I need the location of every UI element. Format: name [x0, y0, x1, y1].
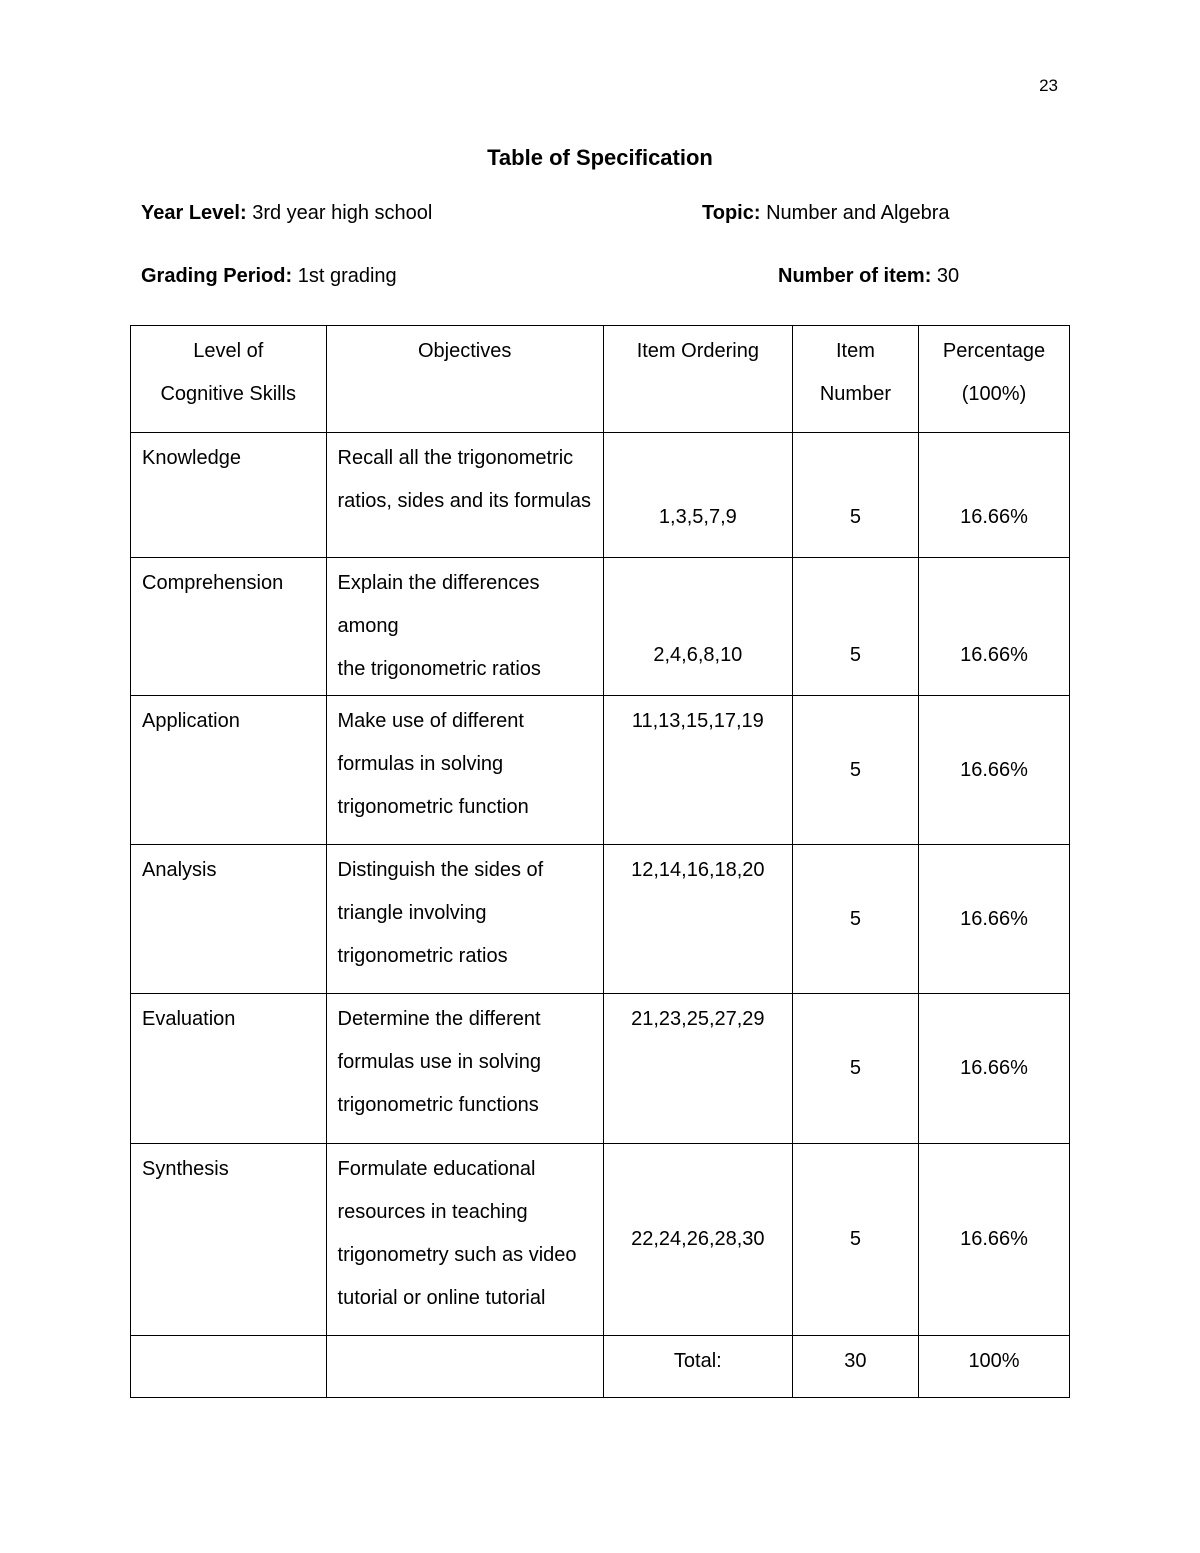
table-row [131, 845, 1070, 994]
header-level-line2: Cognitive Skills [160, 383, 297, 405]
objective-line: formulas in solving [337, 753, 504, 775]
objective-line: resources in teaching [337, 1201, 528, 1223]
ordering-cell: 12,14,16,18,20 [603, 845, 792, 994]
number-cell: 5 [792, 994, 918, 1144]
objective-line: trigonometric functions [337, 1094, 539, 1116]
objective-line: ratios, sides and its formulas [337, 490, 591, 512]
specification-table [130, 325, 1070, 1398]
header-objectives: Objectives [326, 326, 603, 433]
total-number: 30 [792, 1336, 918, 1398]
table-row [131, 994, 1070, 1144]
page-title: Table of Specification [487, 145, 713, 170]
objective-line: Explain the differences among [337, 572, 540, 637]
number-cell: 5 [792, 696, 918, 845]
percentage-cell: 16.66% [919, 696, 1070, 845]
total-label: Total: [603, 1336, 792, 1398]
table-row [131, 433, 1070, 558]
objective-line: formulas use in solving [337, 1051, 541, 1073]
header-percentage-line1: Percentage [942, 340, 1046, 362]
level-cell: Application [131, 696, 327, 845]
level-cell: Evaluation [131, 994, 327, 1144]
empty-cell [326, 1336, 603, 1398]
number-of-item-line: Number of item: 30 [778, 265, 960, 287]
objective-cell [326, 696, 603, 845]
level-cell: Knowledge [131, 433, 327, 558]
objective-cell [326, 433, 603, 558]
percentage-cell: 16.66% [919, 994, 1070, 1144]
table-row [131, 696, 1070, 845]
topic-value: Number and Algebra [766, 202, 950, 224]
level-cell: Analysis [131, 845, 327, 994]
objective-cell [326, 558, 603, 696]
number-cell: 5 [792, 433, 918, 558]
grading-period-line: Grading Period: 1st grading [141, 265, 397, 287]
number-of-item-value: 30 [936, 265, 960, 287]
header-item-number-line2: Number [819, 383, 891, 405]
objective-line: Formulate educational [337, 1158, 536, 1180]
header-item-number [792, 326, 918, 433]
ordering-cell: 11,13,15,17,19 [603, 696, 792, 845]
number-cell: 5 [792, 1144, 918, 1336]
topic-line: Topic: Number and Algebra [702, 202, 950, 224]
objective-line: Distinguish the sides of [337, 859, 544, 881]
objective-line: trigonometry such as video [337, 1244, 577, 1266]
header-level-line1: Level of [193, 340, 264, 362]
ordering-cell: 2,4,6,8,10 [603, 558, 792, 696]
objective-cell [326, 1144, 603, 1336]
objective-line: Determine the different [337, 1008, 541, 1030]
objective-line: trigonometric ratios [337, 945, 508, 967]
year-level-line: Year Level: 3rd year high school [141, 202, 433, 224]
page-number: 23 [1039, 76, 1058, 95]
percentage-cell: 16.66% [919, 845, 1070, 994]
table-row [131, 1144, 1070, 1336]
percentage-cell: 16.66% [919, 558, 1070, 696]
objective-line: triangle involving [337, 902, 487, 924]
topic-label: Topic [702, 202, 754, 224]
ordering-cell: 22,24,26,28,30 [603, 1144, 792, 1336]
header-percentage-line2: (100%) [961, 383, 1027, 405]
header-item-ordering: Item Ordering [603, 326, 792, 433]
header-level [131, 326, 327, 433]
number-cell: 5 [792, 558, 918, 696]
number-of-item-label: Number of item [778, 265, 925, 287]
total-percentage: 100% [919, 1336, 1070, 1398]
header-item-number-line1: Item [835, 340, 875, 362]
number-cell: 5 [792, 845, 918, 994]
ordering-cell: 21,23,25,27,29 [603, 994, 792, 1144]
grading-period-label: Grading Period [141, 265, 286, 287]
year-level-value: 3rd year high school [252, 202, 433, 224]
objective-line: tutorial or online tutorial [337, 1287, 546, 1309]
objective-line: Make use of different [337, 710, 524, 732]
header-percentage [919, 326, 1070, 433]
objective-line: trigonometric function [337, 796, 529, 818]
table-row [131, 558, 1070, 696]
percentage-cell: 16.66% [919, 1144, 1070, 1336]
table-header-row [131, 326, 1070, 433]
objective-line: the trigonometric ratios [337, 658, 541, 680]
grading-period-value: 1st grading [297, 265, 397, 287]
level-cell: Comprehension [131, 558, 327, 696]
objective-line: Recall all the trigonometric [337, 447, 574, 469]
year-level-label: Year Level [141, 202, 240, 224]
level-cell: Synthesis [131, 1144, 327, 1336]
total-row [131, 1336, 1070, 1398]
ordering-cell: 1,3,5,7,9 [603, 433, 792, 558]
percentage-cell: 16.66% [919, 433, 1070, 558]
objective-cell [326, 994, 603, 1144]
empty-cell [131, 1336, 327, 1398]
objective-cell [326, 845, 603, 994]
